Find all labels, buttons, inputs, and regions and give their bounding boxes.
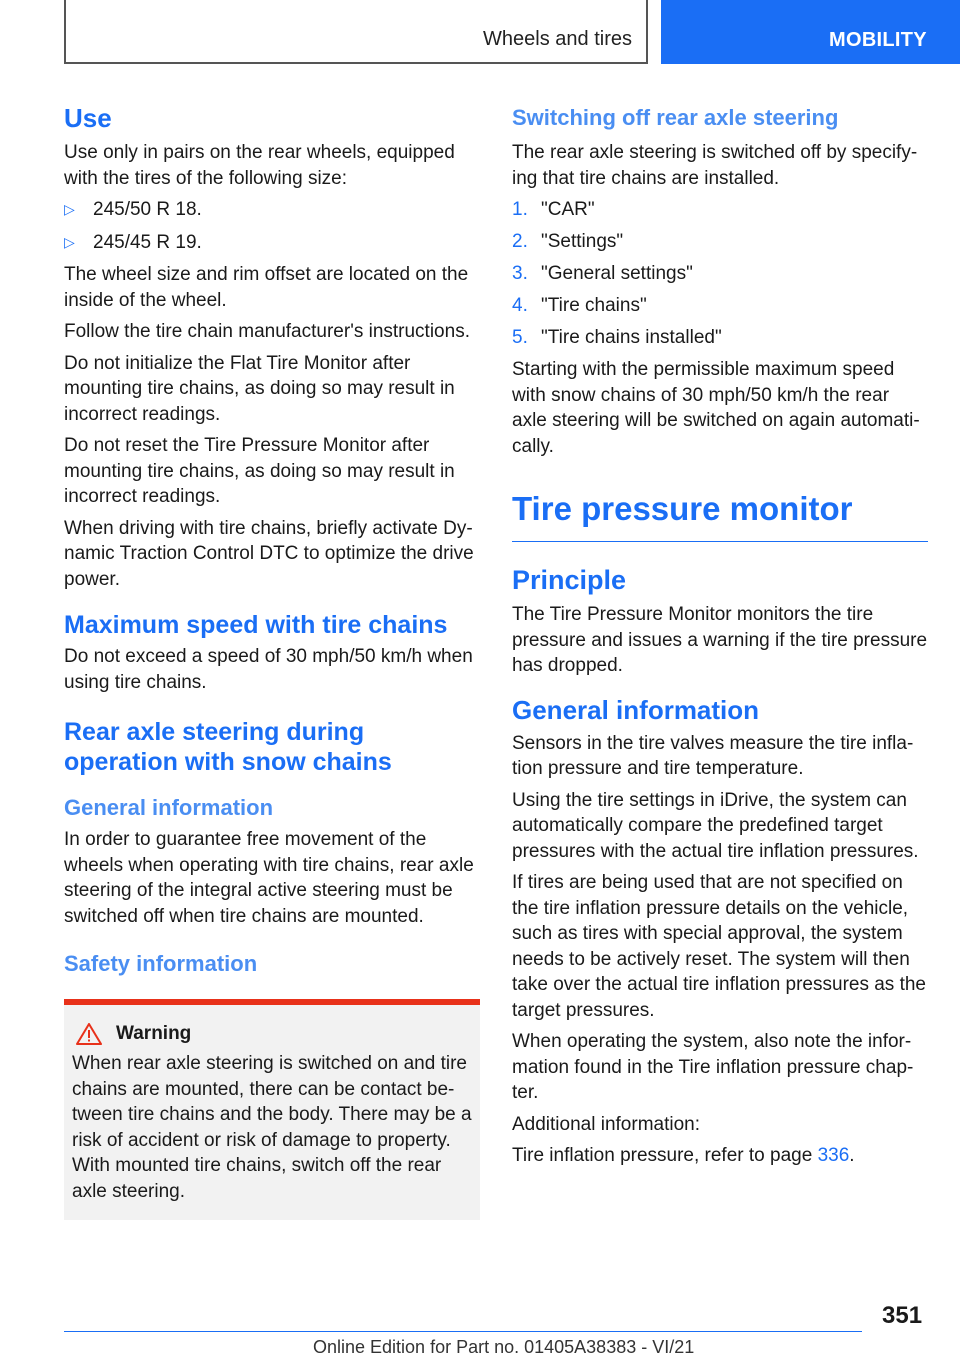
- edition-footer: Online Edition for Part no. 01405A38383 - VI/21: [313, 1337, 695, 1357]
- wheel-size-text: The wheel size and rim offset are located on the inside of the wheel.: [64, 264, 469, 311]
- page-number: 351: [882, 1302, 923, 1329]
- general-information-heading: General information: [512, 694, 760, 725]
- general-text-3: If tires are being used that are not specified on the tire inflation pressure details on the vehicle, such as tires with special approval, the system needs to be actively reset. The system will then take over the actual tire inflation pressures as the target pressures.: [512, 872, 927, 1021]
- warning-header: [72, 1023, 472, 1045]
- use-intro: Use only in pairs on the rear wheels, equipped with the tires of the following size:: [64, 142, 455, 189]
- switch-off-heading: Switching off rear axle steering: [512, 105, 839, 130]
- tire-size-list: [64, 197, 480, 255]
- use-heading: Use: [64, 103, 112, 133]
- section-title: Wheels and tires: [483, 28, 632, 50]
- warning-title: Warning: [116, 1023, 192, 1044]
- header-chapter-box: [661, 0, 960, 64]
- header-section-box: [64, 0, 648, 64]
- list-item: ▷ 245/45 R 19.: [64, 230, 480, 256]
- footer-divider: [64, 1331, 862, 1332]
- general-info-heading: General information: [64, 795, 274, 820]
- chapter-title: MOBILITY: [829, 29, 927, 51]
- list-item: 3. "General settings": [512, 263, 693, 284]
- warning-instruction: With mounted tire chains, switch off the rear axle steering.: [72, 1155, 442, 1202]
- list-item: 2. "Settings": [512, 231, 624, 252]
- triangle-bullet-icon: ▷: [64, 233, 75, 250]
- warning-text: When rear axle steering is switched on and tire chains are mounted, there can be contact between tire chains and the body. There may be a risk of accident or risk of damage to property.: [72, 1053, 472, 1151]
- general-text-2: Using the tire settings in iDrive, the system can automatically compare the predefined target pressures with the actual tire inflation pressures.: [512, 789, 919, 862]
- right-column: [512, 96, 928, 1175]
- principle-heading: Principle: [512, 565, 627, 595]
- safety-info-heading: Safety information: [64, 951, 258, 976]
- triangle-bullet-icon: ▷: [64, 201, 75, 217]
- switch-off-text: The rear axle steering is switched off by specifying that tire chains are installed.: [512, 142, 918, 189]
- general-info-text: In order to guarantee free movement of the wheels when operating with tire chains, rear axle steering of the integral active steering must be switched off when tire chains are mounted.: [64, 829, 474, 927]
- list-item: 5. "Tire chains installed": [512, 327, 722, 348]
- page-336-link[interactable]: 336: [817, 1145, 850, 1166]
- warning-box: [64, 999, 480, 1220]
- list-item: ▷ 245/50 R 18.: [64, 197, 480, 223]
- list-item: 4. "Tire chains": [512, 295, 647, 316]
- list-item: 1. "CAR": [512, 199, 595, 220]
- general-text-4: When operating the system, also note the information found in the Tire inflation pressure chapter.: [512, 1031, 914, 1103]
- flat-tire-text: Do not initialize the Flat Tire Monitor after mounting tire chains, as doing so may result in incorrect readings.: [64, 352, 455, 425]
- rear-axle-heading: Rear axle steering during operation with snow chains: [64, 718, 392, 776]
- left-column: [64, 96, 480, 1220]
- additional-info-label: Additional information:: [512, 1113, 700, 1135]
- settings-steps-list: [512, 197, 928, 351]
- tire-pressure-monitor-title: Tire pressure monitor: [512, 489, 928, 542]
- pressure-reset-text: Do not reset the Tire Pressure Monitor after mounting tire chains, as doing so may result in incorrect readings.: [64, 435, 455, 507]
- max-speed-heading: Maximum speed with tire chains: [64, 611, 448, 639]
- dtc-text: When driving with tire chains, briefly activate Dynamic Traction Control DTC to optimize the drive power.: [64, 517, 474, 590]
- reactivation-text: Starting with the permissible maximum speed with snow chains of 30 mph/50 km/h the rear axle steering will be switched on again automatically.: [512, 359, 920, 457]
- principle-text: The Tire Pressure Monitor monitors the tire pressure and issues a warning if the tire pressure has dropped.: [512, 604, 928, 676]
- max-speed-text: Do not exceed a speed of 30 mph/50 km/h when using tire chains.: [64, 646, 473, 693]
- warning-triangle-icon: [76, 1023, 102, 1045]
- general-text-1: Sensors in the tire valves measure the tire inflation pressure and tire temperature.: [512, 732, 914, 779]
- follow-instructions-text: Follow the tire chain manufacturer's instructions.: [64, 321, 470, 342]
- page-reference: Tire inflation pressure, refer to page 336.: [512, 1145, 855, 1166]
